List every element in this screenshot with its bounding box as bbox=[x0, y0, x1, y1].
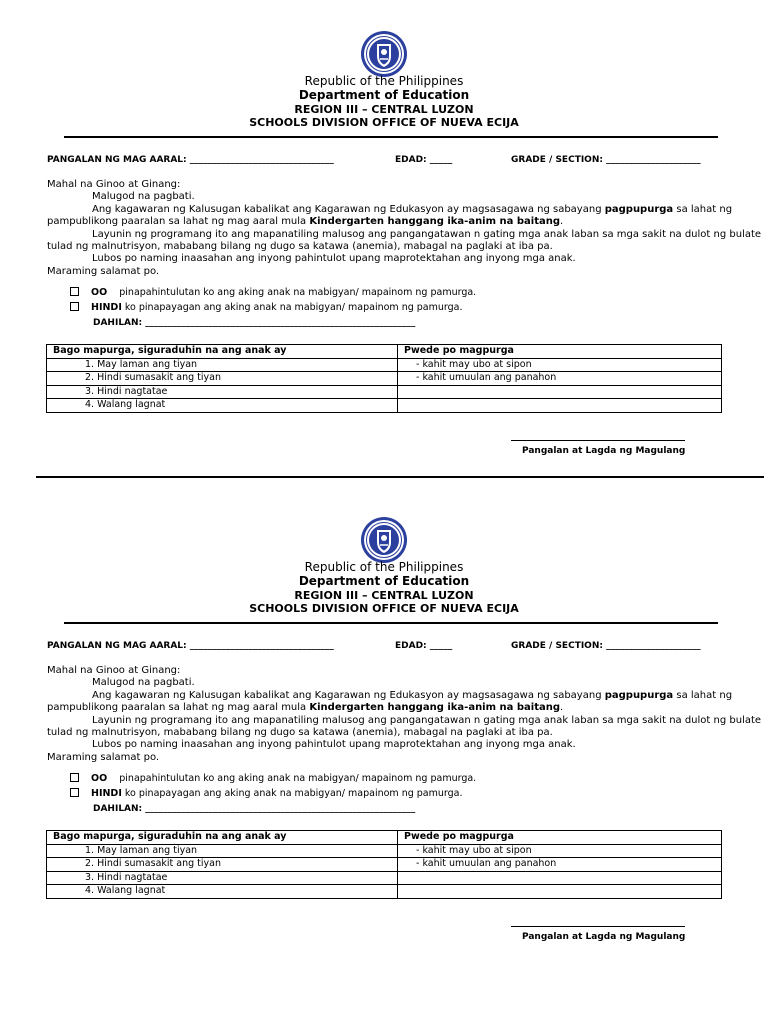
deworming-checklist-table bbox=[46, 830, 722, 899]
table-head-left: Bago mapurga, siguraduhin na ang anak ay bbox=[47, 831, 398, 845]
table-row: 2. Hindi sumasakit ang tiyan - kahit umuulan ang panahon bbox=[47, 858, 722, 872]
consent-form-1 bbox=[0, 30, 768, 500]
header-rule bbox=[64, 622, 718, 624]
table-row: 1. May laman ang tiyan - kahit may ubo at sipon bbox=[47, 844, 722, 858]
signature-label: Pangalan at Lagda ng Magulang bbox=[522, 932, 686, 942]
header-republic: Republic of the Philippines bbox=[304, 74, 464, 88]
deped-seal-icon bbox=[360, 30, 408, 78]
header-rule bbox=[64, 136, 718, 138]
table-head-right: Pwede po magpurga bbox=[398, 345, 722, 359]
option-no[interactable]: HINDI ko pinapayagan ang aking anak na mabigyan/ mapainom ng pamurga. bbox=[70, 302, 463, 313]
table-row: 4. Walang lagnat bbox=[47, 885, 722, 899]
table-row: 1. May laman ang tiyan - kahit may ubo at sipon bbox=[47, 358, 722, 372]
reason-field[interactable]: DAHILAN: ____________________________________________________________ bbox=[93, 318, 416, 328]
paragraph-1-line-2: pampublikong paaralan sa lahat ng mag aaral mula Kindergarten hanggang ika-anim na baitang. bbox=[47, 702, 564, 714]
student-name-field[interactable]: PANGALAN NG MAG AARAL: ________________________________ bbox=[47, 641, 334, 651]
letter-body bbox=[47, 665, 762, 764]
option-yes[interactable]: OO pinapahintulutan ko ang aking anak na mabigyan/ mapainom ng pamurga. bbox=[70, 773, 476, 784]
paragraph-3: Lubos po naming inaasahan ang inyong pahintulot upang maprotektahan ang inyong mga anak. bbox=[92, 739, 576, 751]
header-republic: Republic of the Philippines bbox=[304, 560, 464, 574]
closing-thanks: Maraming salamat po. bbox=[47, 265, 160, 277]
paragraph-1-line-1: Ang kagawaran ng Kalusugan kabalikat ang Kagarawan ng Edukasyon ay magsasagawa ng sabayang pagpupurga sa lahat ng bbox=[92, 203, 733, 215]
consent-form-2 bbox=[0, 516, 768, 986]
signature-label: Pangalan at Lagda ng Magulang bbox=[522, 446, 686, 456]
cut-divider bbox=[36, 476, 764, 478]
no-checkbox[interactable] bbox=[70, 302, 79, 311]
table-row: 2. Hindi sumasakit ang tiyan - kahit umuulan ang panahon bbox=[47, 372, 722, 386]
age-field[interactable]: EDAD: _____ bbox=[395, 641, 453, 651]
age-field[interactable]: EDAD: _____ bbox=[395, 155, 453, 165]
table-header-row bbox=[47, 831, 722, 845]
header-division: SCHOOLS DIVISION OFFICE OF NUEVA ECIJA bbox=[249, 602, 519, 615]
greeting: Malugod na pagbati. bbox=[92, 677, 195, 689]
table-row: 3. Hindi nagtatae bbox=[47, 871, 722, 885]
salutation: Mahal na Ginoo at Ginang: bbox=[47, 179, 181, 190]
option-yes[interactable]: OO pinapahintulutan ko ang aking anak na mabigyan/ mapainom ng pamurga. bbox=[70, 287, 476, 298]
table-head-right: Pwede po magpurga bbox=[398, 831, 722, 845]
paragraph-1-line-2: pampublikong paaralan sa lahat ng mag aaral mula Kindergarten hanggang ika-anim na baitang. bbox=[47, 216, 564, 228]
yes-checkbox[interactable] bbox=[70, 773, 79, 782]
table-head-left: Bago mapurga, siguraduhin na ang anak ay bbox=[47, 345, 398, 359]
paragraph-2-line-1: Layunin ng programang ito ang mapanatiling malusog ang pangangatawan n gating mga anak laban sa mga sakit na dulot ng bulate bbox=[92, 714, 762, 726]
student-name-field[interactable]: PANGALAN NG MAG AARAL: ________________________________ bbox=[47, 155, 334, 165]
signature-line[interactable] bbox=[511, 440, 685, 441]
paragraph-1-line-1: Ang kagawaran ng Kalusugan kabalikat ang Kagarawan ng Edukasyon ay magsasagawa ng sabayang pagpupurga sa lahat ng bbox=[92, 689, 733, 701]
salutation: Mahal na Ginoo at Ginang: bbox=[47, 665, 181, 676]
table-header-row bbox=[47, 345, 722, 359]
deworming-checklist-table bbox=[46, 344, 722, 413]
paragraph-2-line-1: Layunin ng programang ito ang mapanatiling malusog ang pangangatawan n gating mga anak laban sa mga sakit na dulot ng bulate bbox=[92, 228, 762, 240]
paragraph-2-line-2: tulad ng malnutrisyon, mababang bilang ng dugo sa katawa (anemia), mabagal na paglaki at iba pa. bbox=[47, 727, 553, 739]
paragraph-2-line-2: tulad ng malnutrisyon, mababang bilang ng dugo sa katawa (anemia), mabagal na paglaki at iba pa. bbox=[47, 241, 553, 253]
table-row: 3. Hindi nagtatae bbox=[47, 385, 722, 399]
paragraph-3: Lubos po naming inaasahan ang inyong pahintulot upang maprotektahan ang inyong mga anak. bbox=[92, 253, 576, 265]
grade-section-field[interactable]: GRADE / SECTION: _____________________ bbox=[511, 155, 701, 165]
header-department: Department of Education bbox=[298, 574, 470, 588]
yes-checkbox[interactable] bbox=[70, 287, 79, 296]
signature-line[interactable] bbox=[511, 926, 685, 927]
header-department: Department of Education bbox=[298, 88, 470, 102]
header-division: SCHOOLS DIVISION OFFICE OF NUEVA ECIJA bbox=[249, 116, 519, 129]
option-no[interactable]: HINDI ko pinapayagan ang aking anak na mabigyan/ mapainom ng pamurga. bbox=[70, 788, 463, 799]
letter-body bbox=[47, 179, 762, 278]
header-region: REGION III – CENTRAL LUZON bbox=[294, 589, 474, 602]
closing-thanks: Maraming salamat po. bbox=[47, 751, 160, 763]
greeting: Malugod na pagbati. bbox=[92, 191, 195, 203]
table-row: 4. Walang lagnat bbox=[47, 399, 722, 413]
deped-seal-icon bbox=[360, 516, 408, 564]
grade-section-field[interactable]: GRADE / SECTION: _____________________ bbox=[511, 641, 701, 651]
reason-field[interactable]: DAHILAN: ____________________________________________________________ bbox=[93, 804, 416, 814]
no-checkbox[interactable] bbox=[70, 788, 79, 797]
header-region: REGION III – CENTRAL LUZON bbox=[294, 103, 474, 116]
